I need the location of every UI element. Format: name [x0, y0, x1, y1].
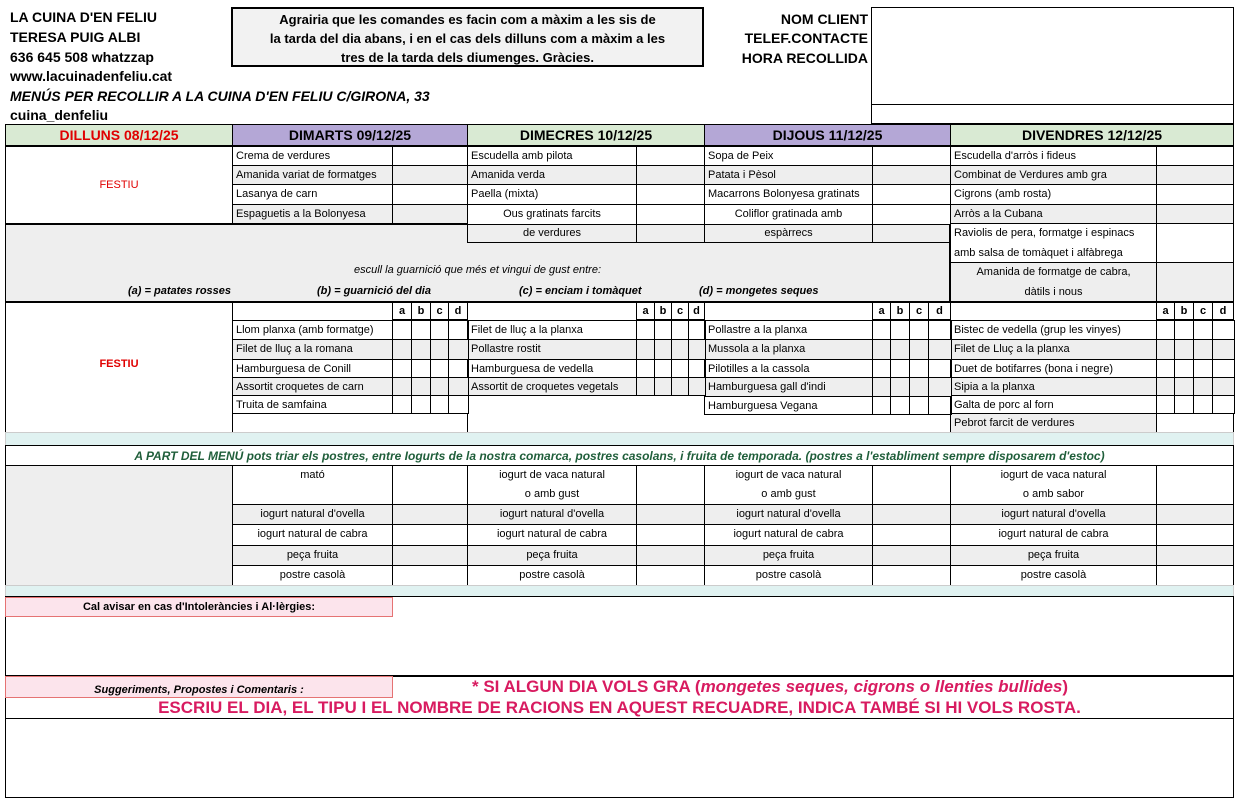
thu-first-qty-2[interactable] — [872, 165, 951, 185]
wed-first-3: Paella (mixta) — [467, 184, 637, 205]
fri-second-5: Galta de porc al forn — [950, 395, 1157, 414]
fri-second-2: Filet de Lluç a la planxa — [950, 339, 1157, 360]
thu-second-2: Mussola a la planxa — [704, 339, 873, 360]
monday-desserts-blank — [5, 465, 233, 586]
dessert-qty-cell[interactable] — [392, 565, 468, 586]
thu-garnish-checkbox[interactable] — [928, 339, 952, 360]
wed-garnish-checkbox[interactable] — [636, 359, 655, 378]
tue-garnish-checkbox[interactable] — [430, 339, 449, 360]
fri-first-4: Arròs a la Cubana — [950, 204, 1157, 224]
wed-garnish-checkbox[interactable] — [671, 339, 689, 360]
fri-col-c: c — [1193, 302, 1213, 320]
dessert-qty-cell[interactable] — [392, 504, 468, 525]
tue-first-qty-3[interactable] — [392, 184, 468, 205]
fri-first-3: Cigrons (amb rosta) — [950, 184, 1157, 205]
wed-first-qty-1[interactable] — [636, 146, 705, 166]
wed-dessert-5: postre casolà — [467, 565, 637, 586]
fri-second-qty-6[interactable] — [1156, 413, 1234, 433]
dessert-qty-cell[interactable] — [1156, 565, 1234, 586]
thu-dessert-3: iogurt natural de cabra — [704, 524, 873, 546]
dessert-qty-cell[interactable] — [392, 465, 468, 505]
fri-first-qty-1[interactable] — [1156, 146, 1234, 166]
desserts-banner: A PART DEL MENÚ pots triar els postres, entre Iogurts de la nostra comarca, postres casolans, i fruita de temporada. (postres a l'establiment sempre disposarem d'estoc) — [5, 445, 1234, 466]
legume-note-suffix: ) — [1062, 677, 1069, 696]
monday-first-holiday: FESTIU — [5, 146, 233, 224]
thu-garnish-checkbox[interactable] — [909, 377, 929, 397]
thu-first-3: Macarrons Bolonyesa gratinats — [704, 184, 873, 205]
thu-dessert-1-line2: o amb gust — [761, 488, 816, 500]
tue-dessert-4: peça fruita — [232, 545, 393, 566]
fri-abcd-blank — [950, 302, 1157, 321]
wed-first-4-line2: de verdures — [522, 227, 582, 239]
tue-garnish-checkbox[interactable] — [392, 339, 412, 360]
tue-first-qty-4[interactable] — [392, 204, 468, 224]
fri-col-b: b — [1174, 302, 1194, 320]
tue-first-3: Lasanya de carn — [232, 184, 393, 205]
fri-col-d: d — [1212, 302, 1234, 320]
day-header-wednesday: DIMECRES 10/12/25 — [467, 124, 705, 146]
tue-garnish-checkbox[interactable] — [411, 339, 431, 360]
tue-first-qty-1[interactable] — [392, 146, 468, 166]
thu-dessert-1-line1: iogurt de vaca natural — [735, 469, 842, 481]
thu-garnish-checkbox[interactable] — [890, 396, 910, 415]
notice-line-1: Agrairia que les comandes es facin com a màxim a les sis de — [279, 12, 656, 27]
garnish-intro: escull la guarnició que més et vingui de gust entre: — [353, 264, 602, 276]
monday-second-holiday: FESTIU — [99, 358, 139, 370]
tue-garnish-checkbox[interactable] — [430, 377, 449, 396]
fri-garnish-checkbox[interactable] — [1193, 320, 1213, 340]
fri-first-qty-2[interactable] — [1156, 165, 1234, 185]
fri-garnish-checkbox[interactable] — [1193, 339, 1213, 360]
fri-col-a: a — [1156, 302, 1175, 320]
wed-first-1: Escudella amb pilota — [467, 146, 637, 166]
thu-first-2: Patata i Pèsol — [704, 165, 873, 185]
thu-first-1: Sopa de Peix — [704, 146, 873, 166]
tue-garnish-checkbox[interactable] — [411, 320, 431, 340]
thu-garnish-checkbox[interactable] — [872, 377, 891, 397]
garnish-b: (b) = guarnició del dia — [317, 285, 431, 297]
wed-garnish-checkbox[interactable] — [671, 320, 689, 340]
allergies-label: Cal avisar en cas d'Intoleràncies i Al·lèrgies: — [5, 597, 393, 617]
legume-note-italic: mongetes seques, cigrons o llenties bullides — [700, 677, 1063, 696]
thu-second-1: Pollastre a la planxa — [704, 320, 873, 340]
fri-first-5-line1: Raviolis de pera, formatge i espinacs — [954, 227, 1135, 239]
dessert-qty-cell[interactable] — [1156, 524, 1234, 546]
tue-garnish-checkbox[interactable] — [448, 320, 469, 340]
wed-garnish-checkbox[interactable] — [636, 320, 655, 340]
wed-first-qty-2[interactable] — [636, 165, 705, 185]
wed-dessert-3: iogurt natural de cabra — [467, 524, 637, 546]
wed-dessert-1 — [467, 465, 637, 505]
fri-dessert-3: iogurt natural de cabra — [950, 524, 1157, 546]
day-header-thursday: DIJOUS 11/12/25 — [704, 124, 951, 146]
garnish-a: (a) = patates rosses — [128, 285, 232, 297]
thu-garnish-checkbox[interactable] — [928, 377, 952, 397]
fri-first-1: Escudella d'arròs i fideus — [950, 146, 1157, 166]
dessert-qty-cell[interactable] — [872, 565, 951, 586]
dessert-qty-cell[interactable] — [1156, 465, 1234, 505]
wed-second-2: Pollastre rostit — [467, 339, 637, 360]
notice-line-3: tres de la tarda dels diumenges. Gràcies. — [341, 50, 594, 65]
fri-dessert-1-line2: o amb sabor — [1022, 488, 1085, 500]
tue-col-d: d — [448, 302, 468, 320]
wed-second-1: Filet de lluç a la planxa — [467, 320, 637, 340]
tue-first-4: Espaguetis a la Bolonyesa — [232, 204, 393, 224]
wed-dessert-2: iogurt natural d'ovella — [467, 504, 637, 525]
thu-garnish-checkbox[interactable] — [890, 339, 910, 360]
client-name-label: NOM CLIENT — [780, 11, 868, 27]
tue-second-1: Llom planxa (amb formatge) — [232, 320, 393, 340]
day-header-friday: DIVENDRES 12/12/25 — [950, 124, 1234, 146]
wed-garnish-checkbox[interactable] — [654, 320, 672, 340]
order-notice — [231, 7, 704, 67]
fri-garnish-checkbox[interactable] — [1156, 395, 1175, 414]
thu-col-d: d — [928, 302, 951, 320]
thu-dessert-4: peça fruita — [704, 545, 873, 566]
dessert-qty-cell[interactable] — [636, 565, 705, 586]
fri-first-6 — [950, 262, 1157, 302]
legume-note-prefix: * SI ALGUN DIA VOLS GRA ( — [472, 677, 701, 696]
thu-second-4: Hamburguesa gall d'indi — [704, 377, 873, 397]
fri-garnish-checkbox[interactable] — [1193, 395, 1213, 414]
tue-garnish-checkbox[interactable] — [448, 359, 469, 378]
fri-first-qty-6[interactable] — [1156, 262, 1234, 302]
wed-garnish-checkbox[interactable] — [654, 377, 672, 396]
thu-dessert-5: postre casolà — [704, 565, 873, 586]
fri-second-4: Sipia a la planxa — [950, 377, 1157, 396]
fri-garnish-checkbox[interactable] — [1193, 359, 1213, 378]
owner-name: TERESA PUIG ALBI — [10, 29, 141, 45]
fri-second-1: Bistec de vedella (grup les vinyes) — [950, 320, 1157, 340]
tue-garnish-checkbox[interactable] — [392, 320, 412, 340]
wed-garnish-checkbox[interactable] — [688, 339, 706, 360]
wed-col-c: c — [671, 302, 689, 320]
dessert-qty-cell[interactable] — [872, 545, 951, 566]
fri-garnish-checkbox[interactable] — [1174, 359, 1194, 378]
wed-abcd-blank — [467, 302, 637, 321]
thu-first-4 — [704, 204, 873, 243]
thu-garnish-checkbox[interactable] — [872, 339, 891, 360]
fri-garnish-checkbox[interactable] — [1156, 377, 1175, 396]
address: MENÚS PER RECOLLIR A LA CUINA D'EN FELIU C/GIRONA, 33 — [10, 88, 430, 104]
fri-first-6-line1: Amanida de formatge de cabra, — [976, 266, 1131, 278]
fri-garnish-checkbox[interactable] — [1212, 377, 1235, 396]
wed-garnish-checkbox[interactable] — [636, 377, 655, 396]
wed-first-qty-3[interactable] — [636, 184, 705, 205]
thu-garnish-checkbox[interactable] — [872, 359, 891, 378]
fri-garnish-checkbox[interactable] — [1193, 377, 1213, 396]
thu-garnish-checkbox[interactable] — [909, 359, 929, 378]
comments-label: Suggeriments, Propostes i Comentaris : — [5, 676, 393, 698]
thu-garnish-checkbox[interactable] — [890, 359, 910, 378]
wed-garnish-checkbox[interactable] — [654, 359, 672, 378]
notice-line-2: la tarda del dia abans, i en el cas dels dilluns com a màxim a les — [269, 31, 666, 46]
thu-garnish-checkbox[interactable] — [890, 320, 910, 340]
fri-garnish-checkbox[interactable] — [1212, 359, 1235, 378]
legume-note-line2: ESCRIU EL DIA, EL TIPU I EL NOMBRE DE RACIONS EN AQUEST RECUADRE, INDICA TAMBÉ SI HI VOLS ROSTA. — [158, 698, 1081, 717]
wed-garnish-checkbox[interactable] — [671, 377, 689, 396]
wed-garnish-checkbox[interactable] — [688, 320, 706, 340]
tue-second-2: Filet de lluç a la romana — [232, 339, 393, 360]
phone-number: 636 645 508 whatzzap — [10, 49, 154, 65]
dessert-qty-cell[interactable] — [636, 504, 705, 525]
thu-first-4-line1: Coliflor gratinada amb — [734, 208, 843, 220]
wed-dessert-4: peça fruita — [467, 545, 637, 566]
wed-second-4: Assortit de croquetes vegetals — [467, 377, 637, 396]
thu-second-5: Hamburguesa Vegana — [704, 396, 873, 415]
fri-first-qty-4[interactable] — [1156, 204, 1234, 224]
dessert-qty-cell[interactable] — [636, 545, 705, 566]
thu-dessert-1 — [704, 465, 873, 505]
fri-dessert-5: postre casolà — [950, 565, 1157, 586]
wed-first-4-line1: Ous gratinats farcits — [503, 208, 601, 220]
tue-col-a: a — [392, 302, 412, 320]
tue-second-5: Truita de samfaina — [232, 395, 393, 414]
fri-first-5-line2: amb salsa de tomàquet i alfàbrega — [954, 246, 1123, 259]
tue-garnish-checkbox[interactable] — [448, 377, 469, 396]
thu-garnish-checkbox[interactable] — [928, 359, 952, 378]
tue-dessert-3: iogurt natural de cabra — [232, 524, 393, 546]
tue-first-qty-2[interactable] — [392, 165, 468, 185]
tue-garnish-checkbox[interactable] — [411, 377, 431, 396]
wed-garnish-checkbox[interactable] — [688, 377, 706, 396]
wed-col-b: b — [654, 302, 672, 320]
thu-garnish-checkbox[interactable] — [909, 320, 929, 340]
tue-second-3: Hamburguesa de Conill — [232, 359, 393, 378]
fri-first-6-line2: dàtils i nous — [1024, 285, 1083, 298]
fri-first-qty-5[interactable] — [1156, 223, 1234, 263]
garnish-c: (c) = enciam i tomàquet — [519, 285, 642, 297]
tue-first-2: Amanida variat de formatges — [232, 165, 393, 185]
dessert-qty-cell[interactable] — [636, 465, 705, 505]
fri-dessert-1-line1: iogurt de vaca natural — [1000, 469, 1107, 481]
wed-dessert-1-line2: o amb gust — [524, 488, 580, 500]
wed-first-4 — [467, 204, 637, 243]
tue-garnish-checkbox[interactable] — [411, 395, 431, 414]
thu-garnish-checkbox[interactable] — [872, 396, 891, 415]
legume-note-line1 — [472, 677, 1068, 697]
fri-garnish-checkbox[interactable] — [1156, 320, 1175, 340]
dessert-qty-cell[interactable] — [392, 524, 468, 546]
tue-dessert-5: postre casolà — [232, 565, 393, 586]
fri-garnish-checkbox[interactable] — [1174, 320, 1194, 340]
thu-second-3: Pilotilles a la cassola — [704, 359, 873, 378]
thu-garnish-checkbox[interactable] — [909, 339, 929, 360]
tue-dessert-2: iogurt natural d'ovella — [232, 504, 393, 525]
tue-garnish-checkbox[interactable] — [448, 395, 469, 414]
dessert-qty-cell[interactable] — [636, 524, 705, 546]
website: www.lacuinadenfeliu.cat — [10, 68, 173, 84]
dessert-qty-cell[interactable] — [872, 465, 951, 505]
fri-garnish-checkbox[interactable] — [1212, 320, 1235, 340]
tue-garnish-checkbox[interactable] — [448, 339, 469, 360]
thu-first-qty-4[interactable] — [872, 204, 951, 243]
tue-dessert-1: mató — [232, 465, 393, 505]
thu-first-4-line2: espàrrecs — [764, 227, 813, 239]
wed-garnish-checkbox[interactable] — [671, 359, 689, 378]
wed-garnish-checkbox[interactable] — [654, 339, 672, 360]
tue-second-4: Assortit croquetes de carn — [232, 377, 393, 396]
tue-garnish-checkbox[interactable] — [411, 359, 431, 378]
tue-garnish-checkbox[interactable] — [392, 359, 412, 378]
wed-first-2: Amanida verda — [467, 165, 637, 185]
tue-col-b: b — [411, 302, 431, 320]
thu-abcd-blank — [704, 302, 873, 321]
fri-first-2: Combinat de Verdures amb gra — [950, 165, 1157, 185]
fri-garnish-checkbox[interactable] — [1174, 339, 1194, 360]
fri-garnish-checkbox[interactable] — [1156, 339, 1175, 360]
thu-garnish-checkbox[interactable] — [928, 320, 952, 340]
tue-garnish-checkbox[interactable] — [430, 320, 449, 340]
fri-first-5 — [950, 223, 1157, 263]
dessert-qty-cell[interactable] — [392, 545, 468, 566]
wed-garnish-checkbox[interactable] — [688, 359, 706, 378]
instagram-handle: cuina_denfeliu — [10, 107, 109, 123]
wed-dessert-1-line1: iogurt de vaca natural — [499, 469, 605, 481]
thu-first-qty-3[interactable] — [872, 184, 951, 205]
tue-garnish-checkbox[interactable] — [430, 395, 449, 414]
thu-col-c: c — [909, 302, 929, 320]
fri-dessert-2: iogurt natural d'ovella — [950, 504, 1157, 525]
wed-col-a: a — [636, 302, 655, 320]
thu-col-b: b — [890, 302, 910, 320]
fri-garnish-checkbox[interactable] — [1156, 359, 1175, 378]
thu-garnish-checkbox[interactable] — [890, 377, 910, 397]
dessert-qty-cell[interactable] — [872, 504, 951, 525]
tue-abcd-blank — [232, 302, 393, 321]
fri-garnish-checkbox[interactable] — [1212, 395, 1235, 414]
fri-first-qty-3[interactable] — [1156, 184, 1234, 205]
fri-dessert-4: peça fruita — [950, 545, 1157, 566]
fri-garnish-checkbox[interactable] — [1174, 377, 1194, 396]
client-info-box[interactable] — [871, 7, 1234, 124]
thu-garnish-checkbox[interactable] — [909, 396, 929, 415]
business-name: LA CUINA D'EN FELIU — [10, 9, 157, 25]
dessert-qty-cell[interactable] — [872, 524, 951, 546]
dessert-qty-cell[interactable] — [1156, 504, 1234, 525]
garnish-d: (d) = mongetes seques — [699, 285, 819, 297]
fri-garnish-checkbox[interactable] — [1174, 395, 1194, 414]
tue-garnish-checkbox[interactable] — [430, 359, 449, 378]
wed-first-qty-4[interactable] — [636, 204, 705, 243]
dessert-qty-cell[interactable] — [1156, 545, 1234, 566]
day-header-monday: DILLUNS 08/12/25 — [5, 124, 233, 146]
wed-col-d: d — [688, 302, 705, 320]
fri-dessert-1 — [950, 465, 1157, 505]
thu-dessert-2: iogurt natural d'ovella — [704, 504, 873, 525]
client-phone-label: TELEF.CONTACTE — [744, 30, 868, 46]
fri-second-6: Pebrot farcit de verdures — [950, 413, 1157, 433]
tue-garnish-checkbox[interactable] — [392, 395, 412, 414]
fri-garnish-checkbox[interactable] — [1212, 339, 1235, 360]
wed-second-3: Hamburguesa de vedella — [467, 359, 637, 378]
tue-second-spacer — [232, 413, 468, 433]
thu-garnish-checkbox[interactable] — [928, 396, 952, 415]
wed-garnish-checkbox[interactable] — [636, 339, 655, 360]
pickup-time-label: HORA RECOLLIDA — [741, 50, 868, 66]
day-header-tuesday: DIMARTS 09/12/25 — [232, 124, 468, 146]
fri-second-3: Duet de botifarres (bona i negre) — [950, 359, 1157, 378]
tue-col-c: c — [430, 302, 449, 320]
thu-first-qty-1[interactable] — [872, 146, 951, 166]
tue-first-1: Crema de verdures — [232, 146, 393, 166]
tue-garnish-checkbox[interactable] — [392, 377, 412, 396]
thu-garnish-checkbox[interactable] — [872, 320, 891, 340]
thu-col-a: a — [872, 302, 891, 320]
section-spacer — [5, 432, 1234, 446]
